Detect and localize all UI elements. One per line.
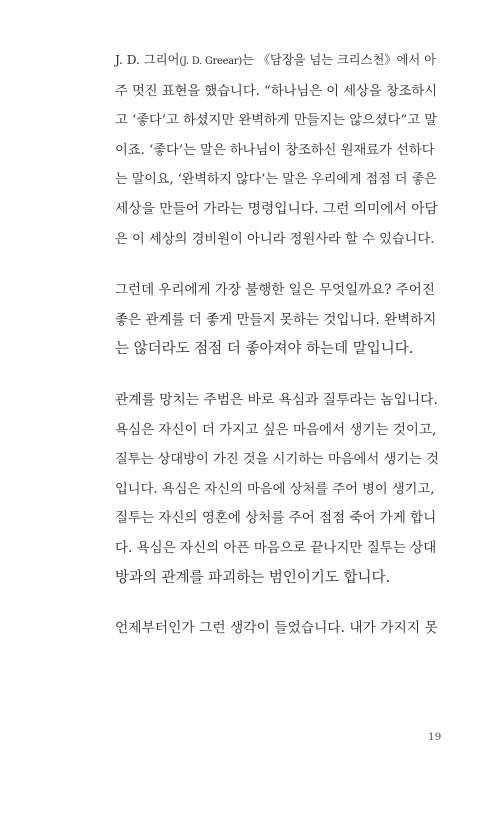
text-line: 그런데 우리에게 가장 불행한 일은 무엇일까요? 주어진 — [115, 282, 435, 299]
text-line: 질투는 자신의 영혼에 상처를 주어 점점 죽어 가게 합니 — [115, 510, 437, 527]
text-line: 주 멋진 표현을 했습니다. “하나님은 이 세상을 창조하시 — [115, 83, 438, 99]
text-line: 방과의 관계를 파괴하는 범인이기도 합니다. — [115, 569, 391, 586]
text-line: 세상을 만들어 가라는 명령입니다. 그런 의미에서 아담 — [115, 200, 438, 217]
text-line: 는 말이요, ‘완벽하지 않다’는 말은 우리에게 점점 더 좋은 — [115, 172, 437, 188]
page-number: 19 — [428, 731, 442, 743]
text-line: 언제부터인가 그런 생각이 들었습니다. 내가 가지지 못 — [115, 620, 438, 637]
paragraph-2 — [115, 276, 440, 365]
text-line: 는 않더라도 점점 더 좋아져야 하는데 말입니다. — [115, 341, 414, 358]
text-line: 다. 욕심은 자신의 아픈 마음으로 끝나지만 질투는 상대 — [115, 539, 437, 556]
paragraph-3 — [115, 386, 440, 593]
text-line: 입니다. 욕심은 자신의 마음에 상처를 주어 병이 생기고, — [115, 481, 435, 497]
text-line: 이죠. ‘좋다’는 말은 하나님이 창조하신 원재료가 선하다 — [115, 142, 435, 158]
text-line: J. D. 그리어(J. D. Greear)는 《담장을 넘는 크리스천》에서 아 — [115, 53, 436, 67]
paragraph-4 — [115, 614, 440, 644]
text-line: 욕심은 자신이 더 가지고 싶은 마음에서 생기는 것이고, — [115, 421, 437, 438]
text-line: 고 ‘좋다’고 하셨지만 완벽하게 만들지는 않으셨다”고 말 — [115, 113, 438, 129]
author-english-name: (J. D. Greear) — [179, 56, 243, 67]
text-line: 좋은 관계를 더 좋게 만들지 못하는 것입니다. 완벽하지 — [115, 311, 437, 328]
paragraph-1 — [115, 46, 440, 254]
body-text — [115, 46, 440, 644]
text-line: 관계를 망치는 주범은 바로 욕심과 질투라는 놈입니다. — [115, 391, 438, 408]
text-line: 질투는 상대방이 가진 것을 시기하는 마음에서 생기는 것 — [115, 452, 439, 468]
text-line: 은 이 세상의 경비원이 아니라 정원사라 할 수 있습니다. — [115, 231, 435, 247]
